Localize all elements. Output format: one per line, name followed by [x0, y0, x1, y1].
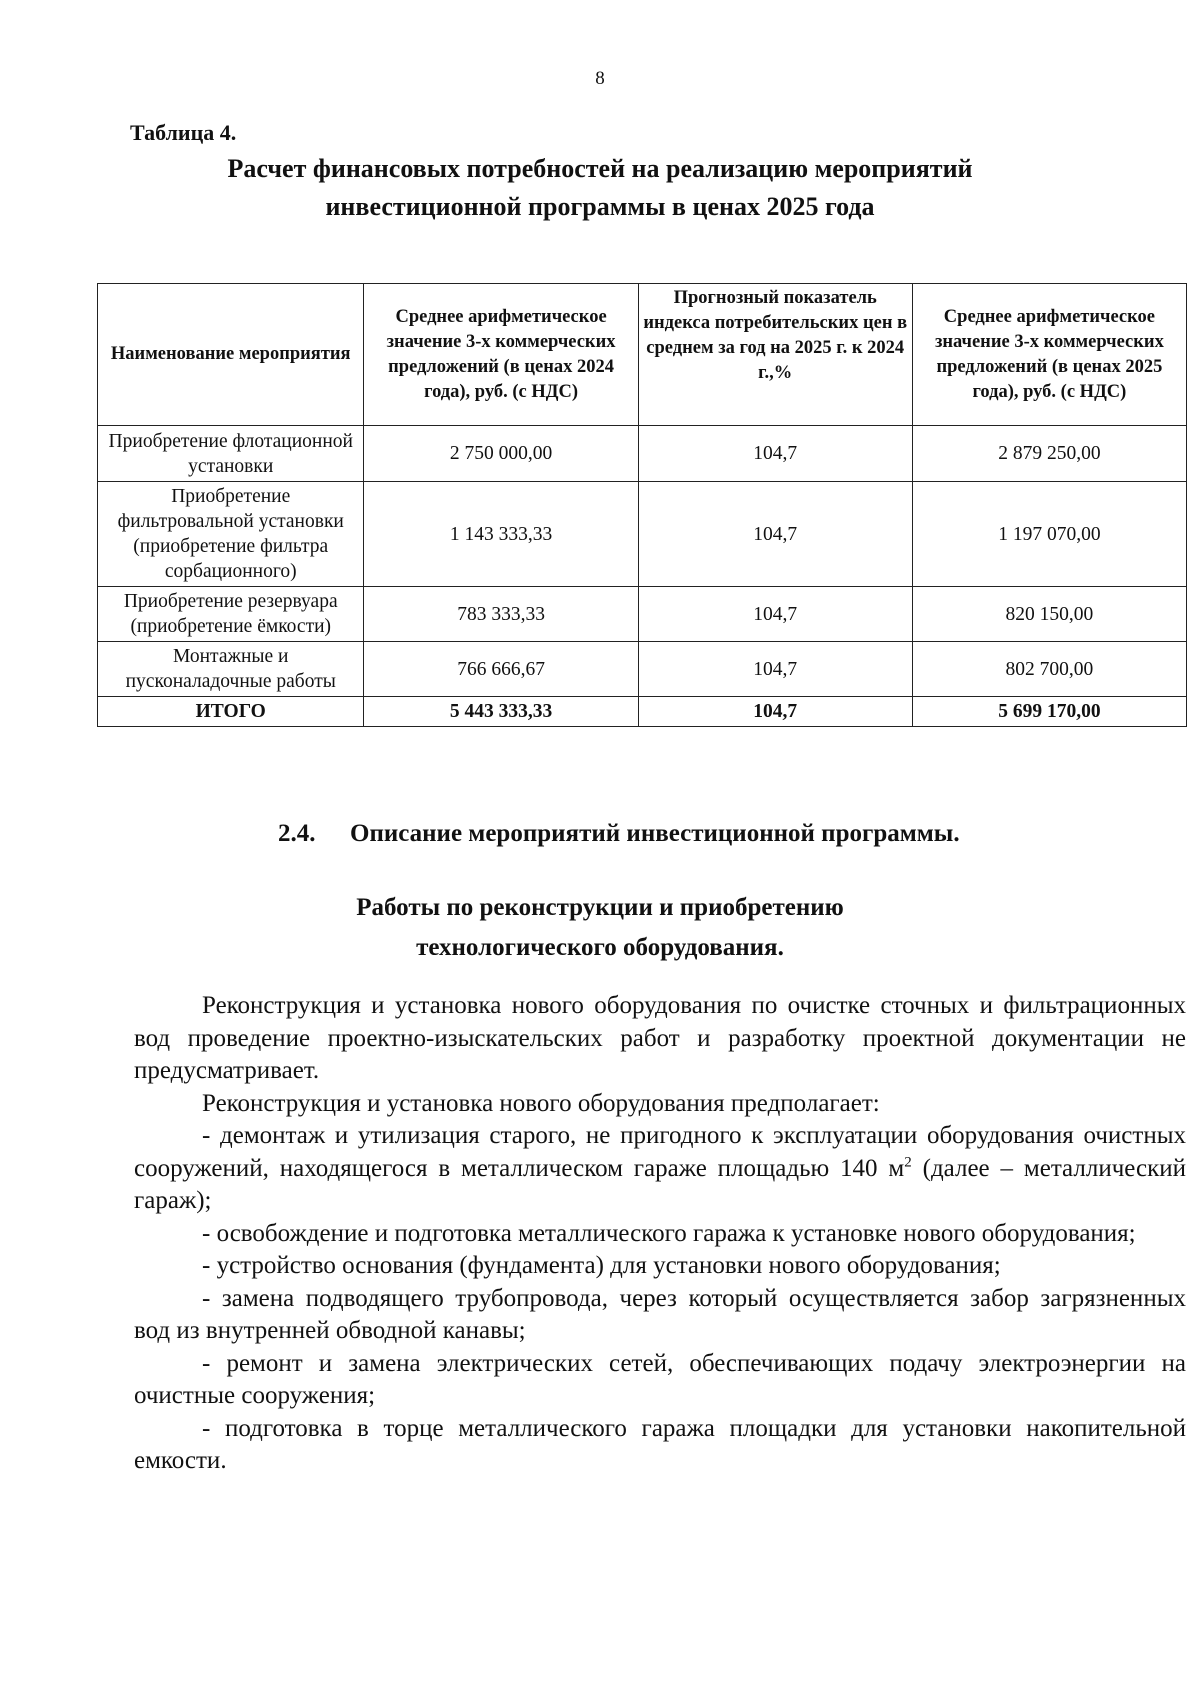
row-price-2025: 2 879 250,00 [912, 426, 1186, 482]
list-item: - ремонт и замена электрических сетей, обеспечивающих подачу электроэнергии на очистные сооружения; [134, 1349, 1186, 1409]
row-price-2024: 1 143 333,33 [364, 482, 638, 587]
body-text [134, 990, 1186, 1478]
section-number: 2.4. [278, 820, 316, 847]
financial-table [97, 283, 1187, 727]
list-item-text-end: (далее – металлический гараж); [134, 1154, 1186, 1214]
header-index: Прогнозный показатель индекса потребительских цен в среднем за год на 2025 г. к 2024 г.,% [638, 284, 912, 426]
row-index: 104,7 [638, 642, 912, 697]
table-row [98, 482, 1187, 587]
row-index: 104,7 [638, 482, 912, 587]
row-price-2024: 2 750 000,00 [364, 426, 638, 482]
list-item: - замена подводящего трубопровода, через который осуществляется забор загрязненных вод из внутренней обводной канавы; [134, 1284, 1186, 1344]
row-price-2024: 766 666,67 [364, 642, 638, 697]
total-price-2024: 5 443 333,33 [364, 697, 638, 727]
table-title [150, 150, 1050, 226]
row-index: 104,7 [638, 587, 912, 642]
section-title: Описание мероприятий инвестиционной программы. [350, 820, 960, 847]
section-heading [278, 820, 960, 848]
row-name: Приобретение флотационной установки [98, 426, 364, 482]
header-name: Наименование мероприятия [98, 284, 364, 426]
row-index: 104,7 [638, 426, 912, 482]
table-title-line-2: инвестиционной программы в ценах 2025 года [325, 192, 875, 221]
row-price-2025: 802 700,00 [912, 642, 1186, 697]
subheading-line-2: технологического оборудования. [416, 934, 784, 961]
total-price-2025: 5 699 170,00 [912, 697, 1186, 727]
table-header-row [98, 284, 1187, 426]
page-number: 8 [595, 68, 605, 89]
row-name: Приобретение резервуара (приобретение ёмкости) [98, 587, 364, 642]
list-item: - подготовка в торце металлического гаража площадки для установки накопительной емкости. [134, 1414, 1186, 1474]
superscript: 2 [904, 1154, 912, 1171]
row-price-2025: 820 150,00 [912, 587, 1186, 642]
list-item [134, 1120, 1186, 1218]
row-price-2024: 783 333,33 [364, 587, 638, 642]
list-item: - освобождение и подготовка металлического гаража к установке нового оборудования; [202, 1219, 1136, 1247]
list-item-text: - демонтаж и утилизация старого, не пригодного к эксплуатации оборудования очистных сооружений, находящегося в металлическом гараже площадью 140 м [134, 1122, 1186, 1182]
paragraph-2: Реконструкция и установка нового оборудования предполагает: [202, 1089, 880, 1117]
table-title-line-1: Расчет финансовых потребностей на реализацию мероприятий [227, 154, 973, 183]
table-total-row [98, 697, 1187, 727]
table-label: Таблица 4. [130, 120, 237, 145]
table-row [98, 587, 1187, 642]
row-name: Монтажные и пусконаладочные работы [98, 642, 364, 697]
subheading [250, 888, 950, 968]
subheading-line-1: Работы по реконструкции и приобретению [356, 894, 844, 921]
row-name: Приобретение фильтровальной установки (приобретение фильтра сорбационного) [98, 482, 364, 587]
row-price-2025: 1 197 070,00 [912, 482, 1186, 587]
header-price-2025: Среднее арифметическое значение 3-х коммерческих предложений (в ценах 2025 года), руб. (с НДС) [912, 284, 1186, 426]
header-price-2024: Среднее арифметическое значение 3-х коммерческих предложений (в ценах 2024 года), руб. (с НДС) [364, 284, 638, 426]
total-label: ИТОГО [98, 697, 364, 727]
table-row [98, 426, 1187, 482]
paragraph-1: Реконструкция и установка нового оборудования по очистке сточных и фильтрационных вод проведение проектно-изыскательских работ и разработку проектной документации не предусматривает. [134, 992, 1186, 1084]
list-item: - устройство основания (фундамента) для установки нового оборудования; [202, 1252, 1001, 1279]
total-index: 104,7 [638, 697, 912, 727]
table-row [98, 642, 1187, 697]
